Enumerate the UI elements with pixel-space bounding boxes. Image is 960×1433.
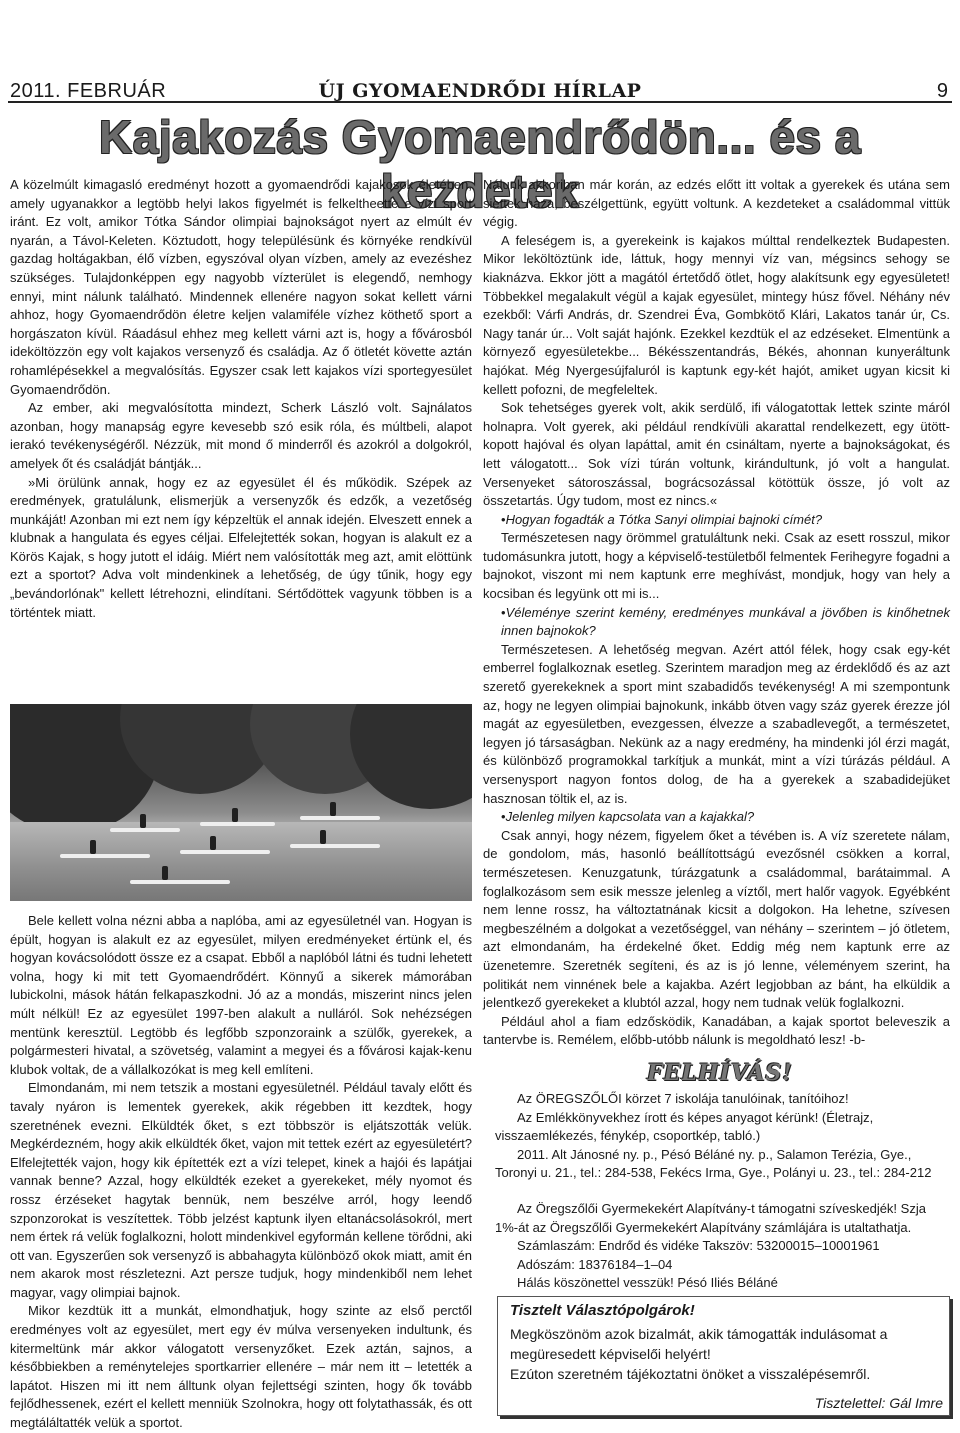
- voters-notice-signature: Tisztelettel: Gál Imre: [814, 1395, 943, 1411]
- voters-notice-line: Ezúton szeretném tájékoztatni önöket a visszalépésemről.: [510, 1366, 871, 1382]
- notice-line: Az Emlékkönyvekhez írott és képes anyagot kérünk! (Életrajz, visszaemlékezés, fénykép, csoportkép, tabló.): [495, 1109, 874, 1144]
- notice-body: [495, 1090, 950, 1183]
- kayak-race-photo: [10, 704, 472, 901]
- notice-line: Az ÖREGSZŐLŐI körzet 7 iskolája tanulóinak, tanítóihoz!: [517, 1091, 849, 1106]
- newspaper-name: ÚJ GYOMAENDRŐDI HÍRLAP: [318, 80, 642, 102]
- support-line: Hálás köszönettel vesszük! Pésó Iliés Béláné: [517, 1275, 778, 1291]
- voters-notice-box: [497, 1296, 950, 1416]
- paragraph: Mikor kezdtük itt a munkát, elmondhatjuk, hogy szinte az első perctől eredményes volt az egyesület, mert egy év múlva versenyeken indultunk, és kitermeltünk már akkor válogatott versenyzőket. Ezek aztán, sajnos, a későbbiekben a reménytelejes sportkarrier ellenére – már nem itt – letették a lapátot. Hiszen mi itt nem álltunk olyan fejlettségi szinten, hogy ők tovább fejlődhessenek, ezért el kellett menniük Szolnokra, hogy ott folytathassák, és ott megtáláltatték velük a sportot.: [10, 1303, 472, 1431]
- interview-question: • Hogyan fogadták a Tótka Sanyi olimpiai bajnoki címét?: [483, 511, 950, 530]
- support-line: Számlaszám: Endrőd és vidéke Takszöv: 53200015–10001961: [517, 1238, 880, 1254]
- header-rule: [8, 101, 952, 103]
- paragraph: Például ahol a fiam edzősködik, Kanadában, a kajak sportot beleveszik a tantervbe is. Remélem, előbb-utóbb nálunk is megoldható lesz! -b-: [483, 1013, 950, 1048]
- paragraph: Elmondanám, mi nem tetszik a mostani egyesületnél. Például tavaly előtt és tavaly nyáron is lementek gyerekek, akik régebben itt kezdtek, hogy szeretnének evezni. Elküldték őket, s ezt többször is eljátszották velük. Megkérdezném, hogy akik elküldték őket, vajon mit tettek ezért az egyesületért? Elfelejtették vajon, hogy kik építették ezt a vízi telepet, kinek a hajói és lapátjai vannak benne? Azzal, hogy elküldték ezeket a gyerekeket, mély nyomot és rossz érzéseket hagytak bennük, nem beszélve arról, hogy leendő szponzorokat is veszítettek. Több jelzést kaptunk ilyen eltanácsolásokról, mert nem értek rá velük foglalkozni, holott mindenkivel egyformán kellene törődni, aki ott van. Egyszerűen sok versenyző is abbahagyta különböző okok miatt, amit én nem akarok most részletezni. Azt persze tudjuk, hogy mindenkiből nem lehet magyar, vagy olimpiai bajnok.: [10, 1080, 472, 1300]
- support-line: Adószám: 18376184–1–04: [517, 1256, 673, 1272]
- voters-notice-line: Megköszönöm azok bizalmát, akik támogatták indulásomat a megüresedett képviselői helyért!: [510, 1326, 888, 1362]
- article-left-column-bottom: [10, 912, 472, 1433]
- paragraph: Az ember, aki megvalósította mindezt, Scherk László volt. Sajnálatos azonban, hogy manapság egyre kevesebb szó esik róla, és múltbeli, alapot ierakó tevékenységéről. Nézzük, mit mond ő minderről és azokról a dolgokról, amelyek őt és családját bántják...: [10, 400, 472, 471]
- paragraph: A közelmúlt kimagasló eredményt hozott a gyomaendrődi kajakosok életében, amely ugyanakkor a legtöbb helyi lakos figyelmét is felkeltheette e vízi sport iránt. Ez volt, amikor Tótka Sándor olimpiai bajnokságot nyert az elmúlt év nyarán, a Távol-Keleten. Köztudott, hogy településünk és környéke rendkívül gazdag holtágakban, élő vízben, egyszóval olyan vízben, amely az evezéshez szükséges. Tulajdonképpen egy nagyobb vízterület is elegendő, nemhogy ennyi, mint nálunk található. Mindennek ellenére nagyon sokat kellett várni ahhoz, hogy Gyomaendrődön életre keljen valamiféle vízhez köthető sport a horgászaton kívül. Ráadásul ehhez meg kellett várni azt is, hogy a fővárosból ideköltözzön egy volt kajakos versenyző és családja. Az ő ötletét követte aztán rohamlépésekkel a megvalósítás. Egyszer csak lett kajakos vízi sportegyesület Gyomaendrődön.: [10, 177, 472, 397]
- paragraph: »Mi örülünk annak, hogy ez az egyesület él és működik. Szépek az eredmények, gratulálunk, elismerjük a versenyzők és edzők, a vezetőség munkáját! Azonban mi ezt nem így képzeltük el annak idején. Elveszett ennek a klubnak a hangulata és egyes céljai. Elfelejtették sokan, hogyan is alakult ez a Körös Kajak, s hogy jutott el idáig. Miért nem valósították meg azt, amit elöttünk ezt a sportot? Adva volt mindenkinek a lehetőség, de úgy tűnik, hogy egy „bevándorlónak" kellett létrehozni, elindítani. Sértődöttek vagyunk többen is a történtek miatt.: [10, 474, 472, 620]
- paragraph: Bele kellett volna nézni abba a naplóba, ami az egyesületnél van. Hogyan is épült, hogyan is alakult ez az egyesület, milyen eredményeket értünk el, és hogyan kovácsolódott össze ez a csapat. Ebből a naplóból látni és tudni lehetett volna, hogy ki mit tett Gyomaendrődért. Könnyű a sikerek mámorában lubickolni, mások hátán felkapaszkodni. Jó az a mondás, miszerint nincs jelen múlt nélkül! Ez az egyesület 1997-ben alakult a nulláról. Sok nehézségen mentünk keresztül. Legtöbb és legfőbb szponzoraink a szülők, gyerekek, a polgármesteri hivatal, a szövetség, valamint a megyei és a fővárosi kajak-kenu klubok voltak, de a vállalkozókat is meg kell említeni.: [10, 913, 472, 1077]
- article-right-column: [483, 176, 950, 1050]
- notice-line: 2011. Alt Jánosné ny. p., Pésó Béláné ny. p., Salamon Terézia, Gye., Toronyi u. 21., tel.: 284-538, Fekécs Irma, Gye., Polányi u. 23., tel.: 284-212: [495, 1146, 932, 1181]
- support-line: Az Öregszőlői Gyermekekért Alapítvány-t támogatni szíveskedjék! Szja 1%-át az Öregszőlői Gyermekekért Alapítvány számlájára is utaltathatja.: [495, 1201, 926, 1235]
- notice-title: FELHÍVÁS!: [647, 1060, 793, 1086]
- paragraph: Nálunk akkoriban már korán, az edzés előtt itt voltak a gyerekek és utána sem siettek haza, beszélgettünk, együtt voltunk. A kezdeteket a családommal vittük végig.: [483, 177, 950, 230]
- issue-date: 2011. FEBRUÁR: [10, 80, 167, 102]
- voters-notice-body: [510, 1324, 935, 1384]
- article-left-column-top: [10, 176, 472, 622]
- voters-notice-title: Tisztelt Választópolgárok!: [510, 1302, 695, 1319]
- interview-question: • Jelenleg milyen kapcsolata van a kajakkal?: [483, 808, 950, 827]
- page-number: 9: [936, 80, 948, 102]
- foundation-support-notice: [495, 1200, 950, 1293]
- paragraph: Természetesen. A lehetőség megvan. Azért attól félek, hogy csak egy-két emberrel foglalkoznak esetleg. Szerintem maradjon meg az érdeklődő és az azt szerető gyerekeknek a sport mint szabadidős tevékenység! A mi szempontunk az, hogy ne legyen olimpiai bajnokunk, inkább ötven vagy száz gyerek érezze jól magát az egyesületben, evezgessen, élvezze a szabadlevegőt, a természetet, legyen jó társaságban. Nekünk az a nagy eredmény, ha mindenki jól érzi magát, és különböző programokkal tarkítjuk a munkát, mint a vízi túrázás például. A versenysport nagyon fontos dolog, de ha a gyerekek a szabadidejüket hasznosan töltik el, az is.: [483, 641, 950, 806]
- article-title: Kajakozás Gyomaendrődön... és a kezdetek: [99, 111, 861, 217]
- paragraph: Természetesen nagy örömmel gratuláltunk neki. Csak az esett rosszul, mikor tudomásunkra jutott, hogy a képviselő-testületből felmentek Ferihegyre fogadni a bajnokot, viszont mi nem kaptunk erre meghívást, mondjuk, hogy van hely a kocsiban és legyünk ott mi is...: [483, 530, 950, 602]
- paragraph: A feleségem is, a gyerekeink is kajakos múlttal rendelkeztek Budapesten. Mikor leköltöztünk ide, láttuk, hogy mennyi víz van, mégsincs sehogy se kiaknázva. Ekkor jött a magától értetődő ötlet, hogy alakítsunk egy egyesületet! Többekkel megalakult végül a kajak egyesület, mintegy húsz fővel. Néhány név ezekből: Várfi András, dr. Szendrei Éva, Gombkötő Klári, Lakatos tanár úr, Cs. Nagy tanár úr... Volt saját hajónk. Ezekkel kezdtük el az edzéseket. Elmentünk a környező egyesületekbe... Békésszentandrás, Békés, ahonnan kunyeráltunk hajókat. Még Nyergesújfaluról is kaptunk egy-két hajót, amiket ugyan kicsit ki kellett pofozni, de megfeleltek.: [483, 232, 950, 397]
- paragraph: Sok tehetséges gyerek volt, akik serdülő, ifi válogatottak lettek szinte máról holnapra. Volt gyerek, aki például rendkívüli akarattal rendelkezett, egy ütött-kopott hajóval és olyan lapáttal, amit én csináltam, nyerte a bajnokságokat, és lett válogatott... Sok vízi túrán voltunk, kirándultunk, jó volt a hangulat. Versenyeket sátoroszással, bográcsozással kötöttük össze, jó volt az összetartás. Úgy tudom, most ez nincs.«: [483, 400, 950, 509]
- interview-question: • Véleménye szerint kemény, eredményes munkával a jövőben is kinőhetnek innen bajnokok?: [483, 604, 950, 641]
- paragraph: Csak annyi, hogy nézem, figyelem őket a tévében is. A víz szeretete nálam, de gondolom, más, hasonló beállítottságú evezősnél csökken a korral, természetesen. Kenuzgatunk, túrázgatunk a családommal, barátaimmal. A foglalkozásom sem esik messze jelenleg a víztől, mert halőr vagyok. Egyébként nem lenne rossz, ha változtatnának kicsit a dolgokon. Ha lehetne, szívesen megbeszélném a dolgokat a vezetőséggel, van néhány – szerintem – jó ötletem, azt elmondanám, ha érdekelné őket. Eddig még nem kaptunk erre az üzenetemre. Szeretnék segíteni, és az is jó lenne, véleményem szerint, ha politikát nem vinnének bele a kajakba. Azért legjobban az bánt, ha elküldik a jelentkező gyerekeket a klubtól azzal, hogy nem tudnak velük foglalkozni.: [483, 827, 950, 1011]
